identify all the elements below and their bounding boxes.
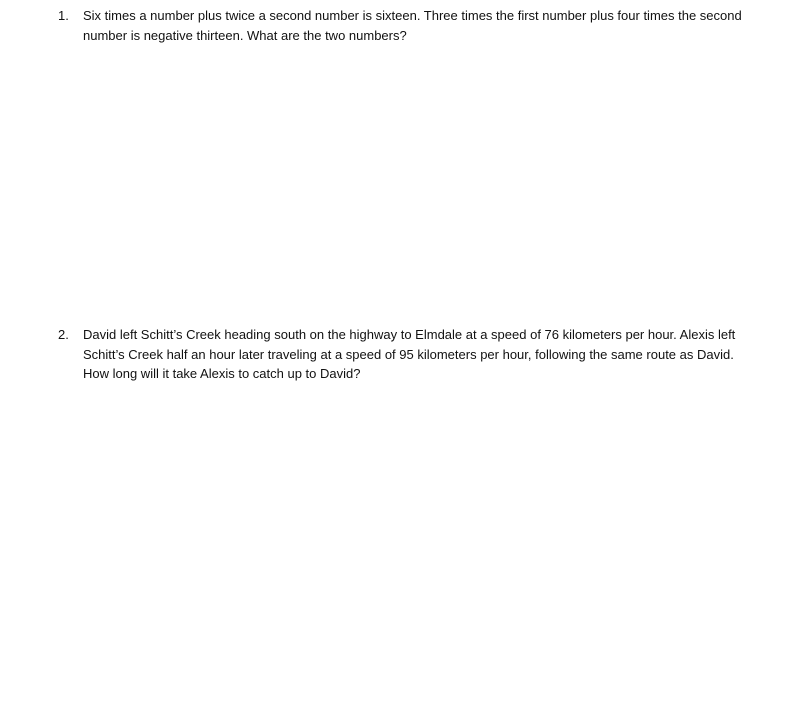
problem-1-text: Six times a number plus twice a second number is sixteen. Three times the first number plus four times the second number is negative thirteen. What are the two numbers? — [83, 8, 742, 43]
problem-2 — [58, 325, 758, 384]
problem-2-number: 2. — [58, 327, 69, 342]
problem-1 — [58, 6, 758, 45]
problem-1-number: 1. — [58, 8, 69, 23]
problem-2-text: David left Schitt’s Creek heading south on the highway to Elmdale at a speed of 76 kilometers per hour. Alexis left Schitt’s Creek half an hour later traveling at a speed of 95 kilometers per hour, following the same route as David. How long will it take Alexis to catch up to David? — [83, 327, 736, 381]
